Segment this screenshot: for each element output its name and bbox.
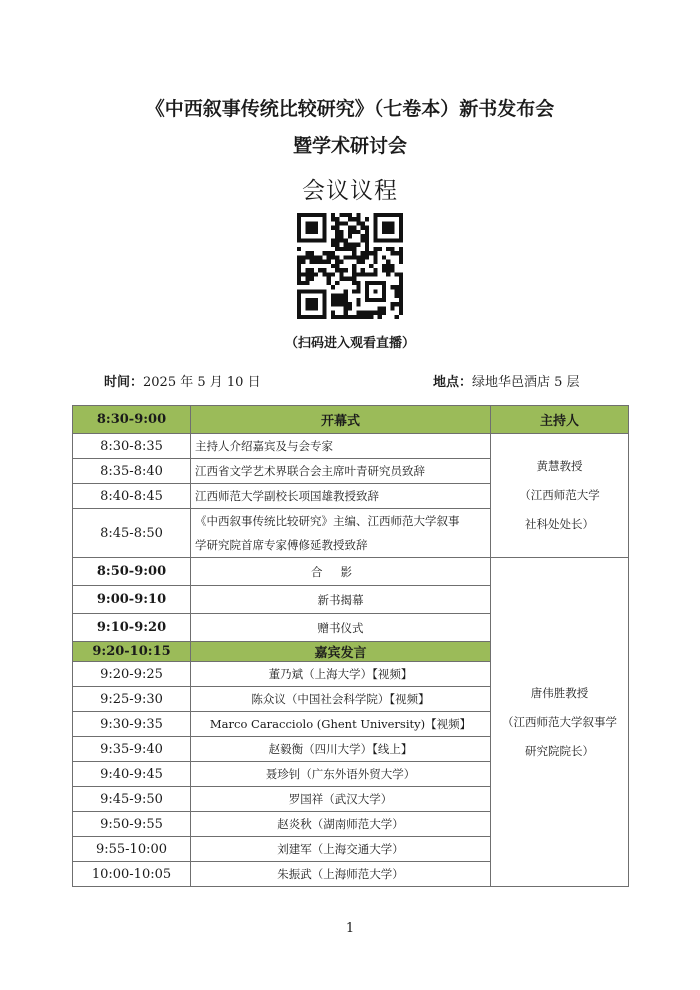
row-item: 董乃斌（上海大学）【视频】 bbox=[191, 662, 491, 687]
row-time: 9:25-9:30 bbox=[73, 687, 191, 712]
place-value: 绿地华邑酒店 5 层 bbox=[472, 375, 580, 390]
host-cell-2 bbox=[491, 558, 629, 887]
row-item: 朱振武（上海师范大学） bbox=[191, 862, 491, 887]
row-time: 9:30-9:35 bbox=[73, 712, 191, 737]
row-time: 9:50-9:55 bbox=[73, 812, 191, 837]
table-row bbox=[73, 406, 629, 434]
agenda-table bbox=[72, 405, 629, 887]
host-name: 黄慧教授 bbox=[536, 459, 583, 473]
opening-title: 开幕式 bbox=[191, 406, 491, 434]
row-item: 江西省文学艺术界联合会主席叶青研究员致辞 bbox=[191, 459, 491, 484]
host2-name: 唐伟胜教授 bbox=[530, 685, 589, 700]
row-item: 刘建军（上海交通大学） bbox=[191, 837, 491, 862]
row-time: 8:40-8:45 bbox=[73, 484, 191, 509]
host-affil-1: （江西师范大学 bbox=[519, 488, 600, 502]
title-line-1: 《中西叙事传统比较研究》（七卷本）新书发布会 bbox=[145, 98, 555, 120]
time-value: 2025 年 5 月 10 日 bbox=[143, 375, 261, 390]
host2-affil-1: （江西师范大学叙事学 bbox=[502, 714, 617, 729]
page-subtitle: 会议议程 bbox=[302, 178, 398, 204]
host2-affil-2: 研究院院长） bbox=[525, 743, 594, 758]
page-number: 1 bbox=[345, 921, 355, 936]
speeches-time: 9:20-10:15 bbox=[73, 642, 191, 662]
host-affil-2: 社科处处长） bbox=[525, 517, 594, 531]
row-item: 江西师范大学副校长项国雄教授致辞 bbox=[191, 484, 491, 509]
speeches-title: 嘉宾发言 bbox=[191, 642, 491, 662]
row-time: 8:35-8:40 bbox=[73, 459, 191, 484]
table-row bbox=[73, 558, 629, 586]
row-item: 罗国祥（武汉大学） bbox=[191, 787, 491, 812]
row-item: 陈众议（中国社会科学院）【视频】 bbox=[191, 687, 491, 712]
row-time: 9:35-9:40 bbox=[73, 737, 191, 762]
ceremony-time: 9:10-9:20 bbox=[73, 614, 191, 642]
meta-place bbox=[433, 371, 580, 390]
row-item: 聂珍钊（广东外语外贸大学） bbox=[191, 762, 491, 787]
ceremony-item: 新书揭幕 bbox=[191, 586, 491, 614]
host-cell-1 bbox=[491, 434, 629, 558]
qr-code[interactable] bbox=[297, 213, 403, 319]
meta-time bbox=[104, 371, 261, 390]
row-item bbox=[191, 509, 491, 558]
row-item: Marco Caracciolo (Ghent University)【视频】 bbox=[191, 712, 491, 737]
opening-time: 8:30-9:00 bbox=[73, 406, 191, 434]
row-time: 9:45-9:50 bbox=[73, 787, 191, 812]
qr-caption: （扫码进入观看直播） bbox=[284, 336, 415, 351]
ceremony-item: 合影 bbox=[191, 558, 491, 586]
ceremony-item: 赠书仪式 bbox=[191, 614, 491, 642]
row-time: 10:00-10:05 bbox=[73, 862, 191, 887]
row-time: 9:55-10:00 bbox=[73, 837, 191, 862]
time-label: 时间： bbox=[104, 375, 144, 390]
ceremony-time: 9:00-9:10 bbox=[73, 586, 191, 614]
ceremony-time: 8:50-9:00 bbox=[73, 558, 191, 586]
place-label: 地点： bbox=[433, 375, 473, 390]
row-time: 8:30-8:35 bbox=[73, 434, 191, 459]
row-item-line-1: 《中西叙事传统比较研究》主编、江西师范大学叙事 bbox=[195, 514, 460, 528]
row-item: 赵炎秋（湖南师范大学） bbox=[191, 812, 491, 837]
table-row bbox=[73, 434, 629, 459]
row-time: 8:45-8:50 bbox=[73, 509, 191, 558]
host-header: 主持人 bbox=[491, 406, 629, 434]
row-time: 9:20-9:25 bbox=[73, 662, 191, 687]
row-item: 主持人介绍嘉宾及与会专家 bbox=[191, 434, 491, 459]
title-line-2: 暨学术研讨会 bbox=[292, 135, 407, 157]
row-item-line-2: 学研究院首席专家傅修延教授致辞 bbox=[195, 538, 368, 552]
row-time: 9:40-9:45 bbox=[73, 762, 191, 787]
row-item: 赵毅衡（四川大学）【线上】 bbox=[191, 737, 491, 762]
